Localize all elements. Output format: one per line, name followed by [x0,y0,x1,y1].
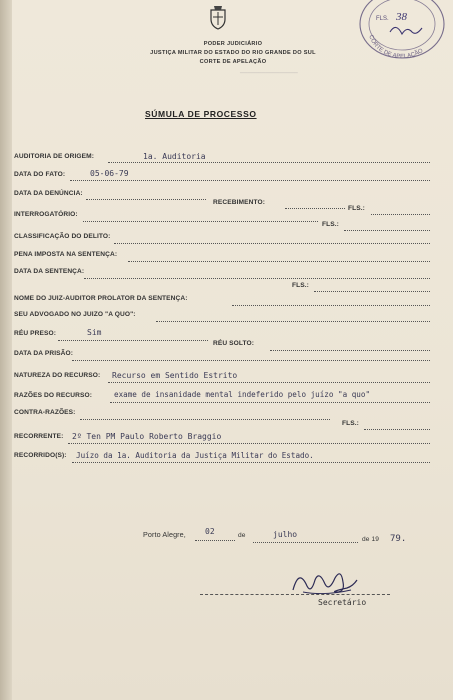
reu-solto-line [270,350,430,351]
data-fato-line [70,180,430,181]
stamp-fls-number: 38 [396,11,407,23]
stamp-arc-text: CORTE DE APELAÇÃO [367,34,425,60]
advogado-label: SEU ADVOGADO NO JUIZO "A QUO": [14,311,136,318]
contra-razoes-line [80,419,330,420]
fls-line-4 [364,429,430,430]
footer-day: 02 [205,527,215,536]
recorrente-line [68,443,430,444]
advogado-line [156,321,430,322]
auditoria-value: 1a. Auditoria [143,152,206,161]
data-fato-label: DATA DO FATO: [14,171,66,178]
data-sentenca-label: DATA DA SENTENÇA: [14,268,85,275]
razoes-line [110,402,430,403]
recebimento-label: RECEBIMENTO: [213,199,265,206]
juiz-line [232,305,430,306]
handwritten-signature [285,562,360,602]
recorrido-label: RECORRIDO(S): [14,452,67,459]
recorrido-value: Juízo da 1a. Auditoria da Justiça Militar do Estado. [76,451,314,460]
recebimento-line [285,208,345,209]
fls-line-1 [371,214,430,215]
pena-line [128,261,430,262]
razoes-value: exame de insanidade mental indeferido pelo juízo "a quo" [114,390,371,399]
coat-of-arms-icon [208,4,228,30]
reu-preso-label: RÉU PRESO: [14,330,57,337]
court-stamp [352,0,450,60]
header-corte-apelacao: CORTE DE APELAÇÃO [199,59,267,65]
interrogatorio-label: INTERROGATÓRIO: [14,211,78,218]
header-poder-judiciario: PODER JUDICIÁRIO [203,41,263,47]
contra-razoes-label: CONTRA-RAZÕES: [14,409,76,416]
pena-label: PENA IMPOSTA NA SENTENÇA: [14,251,118,258]
signature-title: Secretário [318,598,367,607]
recorrente-label: RECORRENTE: [14,433,64,440]
fls-label-2: FLS.: [322,221,339,228]
auditoria-label: AUDITORIA DE ORIGEM: [14,153,95,160]
classificacao-line [114,243,430,244]
natureza-line [108,382,430,383]
data-prisao-line [72,360,430,361]
data-fato-value: 05-06-79 [90,169,129,178]
footer-city: Porto Alegre, [143,530,186,539]
data-sentenca-line [84,278,430,279]
signature-line [200,594,390,595]
document-title: SÚMULA DE PROCESSO [145,109,257,119]
natureza-value: Recurso em Sentido Estrito [112,371,238,380]
razoes-label: RAZÕES DO RECURSO: [14,392,92,399]
fls-label-3: FLS.: [292,282,309,289]
footer-month: julho [273,530,298,539]
recorrido-line [72,462,430,463]
natureza-label: NATUREZA DO RECURSO: [14,372,101,379]
footer-day-line [195,540,235,541]
fls-label-4: FLS.: [342,420,359,427]
fls-label-1: FLS.: [348,205,365,212]
fls-line-2 [344,230,430,231]
footer-year: 79. [390,534,407,544]
data-denuncia-label: DATA DA DENÚNCIA: [14,190,83,197]
binding-edge [0,0,12,700]
footer-de-1: de [238,532,246,539]
data-prisao-label: DATA DA PRISÃO: [14,350,74,357]
reu-solto-label: RÉU SOLTO: [213,340,255,347]
data-denuncia-line [86,199,206,200]
fls-line-3 [314,291,430,292]
recorrente-value: 2º Ten PM Paulo Roberto Braggio [72,432,222,441]
auditoria-line [108,162,430,163]
interrogatorio-line [83,221,318,222]
classificacao-label: CLASSIFICAÇÃO DO DELITO: [14,233,111,240]
reu-preso-line [58,340,208,341]
footer-month-line [253,542,358,543]
reu-preso-value: Sim [87,328,102,337]
juiz-label: NOME DO JUIZ-AUDITOR PROLATOR DA SENTENÇA: [14,295,188,302]
header-justica-militar: JUSTIÇA MILITAR DO ESTADO DO RIO GRANDE DO SUL [150,50,316,56]
stamp-fls-label: FLS. [376,16,389,22]
bleed-through-text: ──────────────── [240,70,298,77]
footer-de-2: de 19 [362,536,380,543]
